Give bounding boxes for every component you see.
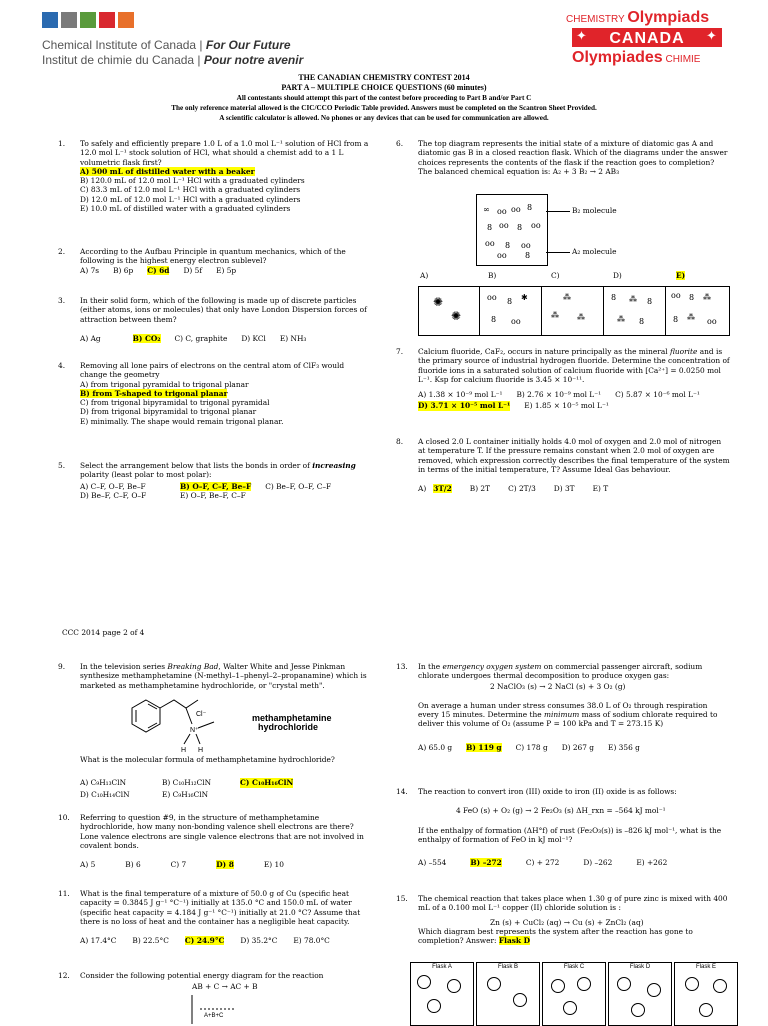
molecule-icon: oo [521, 241, 531, 250]
methamphetamine-structure [128, 694, 238, 756]
molecule-icon: 8 [611, 293, 617, 302]
stem-part-a: Select the arrangement below that lists the bonds in order of [80, 461, 313, 470]
molecule-icon: ✱ [521, 293, 528, 302]
option-b: B) 6 [125, 860, 141, 869]
page-indicator: CCC 2014 page 2 of 4 [62, 628, 145, 637]
reaction-equation: Zn (s) + CuCl₂ (aq) → Cu (s) + ZnCl₂ (aq) [490, 917, 644, 927]
question-number: 4. [58, 361, 66, 370]
question-number: 1. [58, 139, 66, 148]
option-c: C) C, graphite [174, 333, 228, 343]
option-b: B) 6p [113, 265, 134, 275]
option-c: C) 2T/3 [508, 484, 536, 493]
molecule-icon: 8 [517, 223, 523, 232]
reaction-equation: 2 NaClO₃ (s) → 2 NaCl (s) + 3 O₂ (g) [490, 681, 626, 691]
ion-circle [417, 975, 431, 989]
answer-flask-e [667, 287, 729, 335]
cic-name-en-a: Chemical Institute of Canada | [42, 38, 206, 52]
hydrogen-label: H [181, 747, 187, 754]
stem-part-b: on commercial passenger aircraft, sodium chlorate undergoes thermal decomposition to produce oxygen gas: [418, 662, 703, 681]
question-number: 9. [58, 662, 66, 671]
stem-part-a: In the [418, 662, 443, 671]
question-14 [396, 787, 730, 867]
q6-option-e-label: E) [676, 271, 686, 280]
option-c: C) 24.9°C [184, 936, 225, 945]
logo-chimie: CHIMIE [662, 54, 701, 65]
molecule-icon: 8 [527, 203, 533, 212]
question-number: 10. [58, 813, 70, 822]
option-e: E) NH₃ [279, 333, 307, 343]
question-number: 14. [396, 787, 408, 796]
option-row [418, 858, 730, 867]
logo-olympiades: Olympiades [572, 49, 663, 66]
reaction-equation: 4 FeO (s) + O₂ (g) → 2 Fe₂O₃ (s) ΔH_rxn = –564 kJ mol⁻¹ [456, 806, 666, 816]
question-3 [58, 296, 372, 343]
option-row-2 [80, 491, 372, 500]
cic-name-fr-a: Institut de chimie du Canada | [42, 53, 204, 67]
option-c: C) 7 [170, 860, 187, 869]
option-row [80, 334, 372, 343]
flask-d [608, 962, 672, 1026]
ion-circle [487, 977, 501, 991]
question-stem: The top diagram represents the initial state of a mixture of diatomic gas A and diatomic gas B in a closed reaction flask. Which of the diagrams under the answer choices represents the contents of the flask if the reaction goes to completion? The balanced chemical equation is: A₂ + 3 B₂ → 2 AB₃ [418, 139, 728, 176]
molecule-icon: oo [487, 293, 497, 302]
option-e: E) T [592, 484, 609, 493]
option-b: B) 22.5°C [132, 936, 169, 945]
flask-e-label: Flask E [695, 964, 716, 970]
option-a: A) 17.4°C [80, 936, 117, 945]
option-a: A) 7s [80, 265, 100, 275]
molecule-icon: oo [497, 207, 507, 216]
ion-circle [617, 977, 631, 991]
molecule-icon: ⁂ [617, 315, 625, 324]
flask-d-label: Flask D [629, 964, 651, 970]
question-number: 11. [58, 889, 70, 898]
option-b: B) 2.76 × 10⁻⁹ mol L⁻¹ [516, 390, 602, 399]
option-a: A) 500 mL of distilled water with a beaker [80, 166, 255, 176]
stem2-text: Which diagram best represents the system after the reaction has gone to completion? Answer: [418, 926, 693, 945]
structure-label-2: hydrochloride [258, 722, 319, 732]
question-stem: To safely and efficiently prepare 1.0 L of a 1.0 mol L⁻¹ solution of HCl from a 12.0 mol L⁻¹ stock solution of HCl, what should a chemist add to a 1 L volumetric flask first? [80, 139, 369, 167]
option-list [80, 167, 372, 213]
logo-canada: CANADA [609, 30, 685, 47]
flask-b [476, 962, 540, 1026]
stem-emphasis: increasing [312, 461, 356, 470]
olympiads-logo-bottom [572, 48, 700, 68]
nh-bond [184, 734, 190, 744]
question-9-ask [80, 755, 372, 799]
structure-label-1: methamphetamine [252, 713, 332, 723]
cluster-icon: ✺ [433, 295, 444, 309]
molecule-icon: 8 [491, 315, 497, 324]
question-stem: The reaction to convert iron (III) oxide to iron (II) oxide is as follows: [418, 787, 677, 796]
option-e: E) 10.0 mL of distilled water with a graduated cylinders [80, 203, 291, 213]
stem-part-b: and is the primary source of industrial hydrogen fluoride. Determine the concentration of fluoride ions in a saturated solution of calcium fluoride with [Ca²⁺] = 0.0250 mol L⁻¹. Ksp for calcium fluoride is 3.45 × 10⁻¹¹. [418, 347, 730, 384]
part-a-title: PART A – MULTIPLE CHOICE QUESTIONS (60 minutes) [281, 83, 487, 92]
option-d: D) Be–F, C–F, O–F [80, 490, 147, 500]
molecule-icon: oo [499, 221, 509, 230]
molecule-icon: ∞ [483, 205, 490, 214]
molecule-icon: oo [671, 291, 681, 300]
option-row-1 [418, 390, 730, 399]
molecule-icon: 8 [639, 317, 645, 326]
option-row [80, 936, 372, 945]
option-e: E) +262 [636, 858, 668, 867]
option-a: A) C₉H₁₃ClN [80, 778, 127, 788]
question-stem: A closed 2.0 L container initially holds 4.0 mol of oxygen and 2.0 mol of nitrogen at temperature T. If the pressure remains constant when 2.0 mol of oxygen are removed, which expression correctly describes the final temperature of the system in terms of the initial temperature, T? Assume Ideal Gas behaviour. [418, 437, 730, 474]
option-a: A) from trigonal pyramidal to trigonal planar [80, 379, 249, 389]
question-10 [58, 813, 372, 869]
question-number: 2. [58, 247, 66, 256]
instructions-line2: The only reference material allowed is the CIC/CCO Periodic Table provided. Answers must be completed on the Scantron Sheet Provided. [171, 104, 597, 112]
option-row [80, 266, 372, 275]
question-8 [396, 437, 730, 493]
ion-circle [447, 979, 461, 993]
question-stem: The chemical reaction that takes place when 1.30 g of pure zinc is mixed with 400 mL of a 0.100 mol L⁻¹ copper (II) chloride solution is : [418, 894, 728, 913]
option-b: B) from T-shaped to trigonal planar [80, 388, 228, 398]
option-d: D) C₁₀H₁₄ClN [80, 789, 130, 799]
question-5 [58, 461, 372, 500]
cic-logo-green-square [80, 12, 96, 28]
option-d: D) 267 g [561, 742, 595, 752]
ring-double-bond [148, 723, 157, 728]
nh-bond [196, 734, 200, 744]
stem-emphasis: Breaking Bad [167, 662, 219, 671]
nitrogen-label: N⁺ [190, 727, 199, 734]
question-11 [58, 889, 372, 945]
option-list [80, 380, 372, 426]
ion-circle [427, 999, 441, 1013]
option-row [418, 743, 730, 752]
question-number: 3. [58, 296, 66, 305]
cic-name-fr-b: Pour notre avenir [203, 53, 304, 67]
question-number: 5. [58, 461, 66, 470]
question-stem-2 [418, 701, 730, 729]
option-c: C) + 272 [525, 858, 560, 867]
option-row-2 [418, 401, 730, 410]
question-number: 15. [396, 894, 408, 903]
ion-circle [577, 977, 591, 991]
instructions-line3: A scientific calculator is allowed. No phones or any devices that can be used for communication are allowed. [219, 114, 549, 122]
initial-mixture-flask [476, 194, 548, 266]
cic-logo-gray-square [61, 12, 77, 28]
question-15 [396, 894, 730, 945]
option-a: A) 5 [80, 860, 96, 869]
answer-flask-d [605, 287, 666, 335]
question-stem [418, 347, 730, 384]
option-a: A) 3T/2 [418, 484, 452, 493]
option-a: A) Ag [80, 333, 101, 343]
molecule-icon: 8 [487, 223, 493, 232]
question-stem: According to the Aufbau Principle in quantum mechanics, which of the following is the highest energy electron sublevel? [80, 247, 346, 266]
question-stem [80, 461, 372, 480]
question-7 [396, 347, 730, 411]
ion-circle [563, 1001, 577, 1015]
question-number: 6. [396, 139, 404, 148]
molecule-icon: oo [707, 317, 717, 326]
flask-a [410, 962, 474, 1026]
question-stem: Consider the following potential energy diagram for the reaction [80, 971, 324, 980]
flask-a-label: Flask A [432, 964, 452, 970]
option-d: D) 35.2°C [240, 936, 278, 945]
molecule-icon: oo [497, 251, 507, 260]
question-9 [58, 662, 372, 690]
answer-flask-a [419, 287, 480, 335]
option-b: B) CO₂ [132, 333, 161, 343]
option-d: D) KCl [241, 333, 266, 343]
option-d: D) –262 [583, 858, 613, 867]
option-b: B) 120.0 mL of 12.0 mol L⁻¹ HCl with a graduated cylinders [80, 176, 305, 185]
stem2-emphasis: minimum [543, 710, 580, 719]
logo-chemistry: CHEMISTRY [566, 14, 628, 25]
option-b: B) –272 [470, 858, 502, 867]
maple-leaf-icon: ✦ [576, 28, 587, 43]
question-stem [418, 662, 730, 681]
molecule-icon: oo [485, 239, 495, 248]
ion-circle [513, 993, 527, 1007]
question-number: 13. [396, 662, 408, 671]
stem-part-b: polarity (least polar to most polar): [80, 470, 212, 480]
cic-name-french [42, 53, 303, 68]
option-a-answer: 3T/2 [433, 484, 452, 493]
molecule-icon: ⁂ [629, 295, 637, 304]
question-4 [58, 361, 372, 426]
cic-name-en-b: For Our Future [205, 38, 291, 52]
cic-logo-red-square [99, 12, 115, 28]
option-d: D) 12.0 mL of 12.0 mol L⁻¹ HCl with a graduated cylinders [80, 194, 301, 204]
option-c: C) 6d [147, 265, 170, 275]
chloride-label: Cl⁻ [196, 711, 207, 718]
option-c: C) Be–F, O–F, C–F [265, 481, 332, 491]
ion-circle [699, 1003, 713, 1017]
stem-emphasis: fluorite [669, 347, 698, 356]
molecule-icon: 8 [507, 297, 513, 306]
option-d: D) 3.71 × 10⁻⁵ mol L⁻¹ [418, 401, 511, 411]
question-stem-2 [418, 927, 730, 946]
option-e: E) 356 g [608, 742, 640, 752]
option-a: A) 65.0 g [418, 742, 453, 752]
cic-logo-squares [42, 12, 142, 30]
molecule-icon: oo [511, 317, 521, 326]
option-d: D) from trigonal bipyramidal to trigonal planar [80, 407, 257, 417]
molecule-icon: ⁂ [563, 293, 571, 302]
option-b: B) 119 g [466, 742, 502, 752]
n-bond [186, 708, 192, 724]
option-a: A) –554 [418, 858, 447, 867]
question-number: 12. [58, 971, 70, 980]
ion-circle [631, 1003, 645, 1017]
question-2 [58, 247, 372, 275]
question-1 [58, 139, 372, 213]
question-stem-2: If the enthalpy of formation (ΔH°f) of rust (Fe₂O₃(s)) is –826 kJ mol⁻¹, what is the enthalpy of formation of FeO in kJ mol⁻¹? [418, 825, 722, 844]
question-stem: Removing all lone pairs of electrons on the central atom of ClF₃ would change the geometry [80, 361, 345, 380]
question-13 [396, 662, 730, 752]
q6-option-d-label: D) [613, 271, 622, 280]
reaction-equation: AB + C → AC + B [192, 982, 258, 992]
molecule-icon: 8 [673, 315, 679, 324]
cluster-icon: ✺ [451, 309, 462, 323]
option-e: E) 78.0°C [293, 936, 330, 945]
stem2-part-b: mass of sodium chlorate required to deliver this volume of O₂ (assume P = 100 kPa and T = 273.15 K) [418, 710, 718, 729]
cic-name-english [42, 38, 291, 53]
stem-part-a: Calcium fluoride, CaF₂, occurs in nature principally as the mineral [418, 347, 670, 356]
molecule-icon: oo [531, 221, 541, 230]
molecule-icon: oo [511, 205, 521, 214]
molecule-icon: 8 [525, 251, 531, 260]
question-9-question: What is the molecular formula of methamphetamine hydrochloride? [80, 755, 335, 764]
olympiads-logo-top [566, 8, 709, 28]
molecule-icon: 8 [689, 293, 695, 302]
option-row-2 [80, 790, 372, 799]
ion-circle [713, 979, 727, 993]
option-c: C) 83.3 mL of 12.0 mol L⁻¹ HCl with a graduated cylinders [80, 185, 301, 195]
flask-b-label: Flask B [497, 964, 518, 970]
ion-circle [685, 977, 699, 991]
option-c: C) C₁₀H₁₆ClN [240, 778, 294, 788]
side-chain [160, 700, 198, 708]
option-d: D) 3T [553, 484, 575, 493]
option-d: D) 5f [183, 265, 203, 275]
olympiads-logo [566, 8, 736, 68]
molecule-icon: ⁂ [687, 313, 695, 322]
contest-title: THE CANADIAN CHEMISTRY CONTEST 2014 [298, 73, 470, 82]
question-stem [80, 662, 372, 690]
option-b: B) 2T [469, 484, 491, 493]
flask-row [410, 962, 740, 1024]
question-number: 7. [396, 347, 404, 356]
a2-molecule-label: A₂ molecule [572, 247, 617, 256]
molecule-icon: 8 [505, 241, 511, 250]
option-e: E) 1.85 × 10⁻⁵ mol L⁻¹ [524, 401, 609, 411]
answer-flask-c [543, 287, 604, 335]
diagram-label: A+B+C [204, 1013, 224, 1019]
molecule-icon: ⁂ [551, 311, 559, 320]
a2-pointer-line [546, 252, 570, 253]
flask-e [674, 962, 738, 1026]
molecule-icon: ⁂ [577, 313, 585, 322]
maple-leaf-icon-right: ✦ [706, 28, 717, 43]
methyl-bond [198, 722, 214, 728]
answer-highlight: Flask D [498, 936, 530, 945]
logo-olympiads: Olympiads [627, 9, 710, 26]
q6-option-a-label: A) [420, 271, 429, 280]
option-b: B) C₁₀H₁₂ClN [162, 778, 212, 788]
option-c: C) 178 g [515, 742, 548, 752]
answer-flask-row [418, 286, 730, 336]
stem-emphasis: emergency oxygen system [442, 662, 542, 671]
option-e: E) minimally. The shape would remain trigonal planar. [80, 416, 284, 426]
question-6 [396, 139, 730, 176]
stem-part-a: In the television series [80, 662, 168, 671]
instructions-line1: All contestants should attempt this part of the contest before proceeding to Part B and/or Part C [236, 94, 532, 102]
potential-energy-diagram [170, 995, 260, 1024]
question-stem: Referring to question #9, in the structure of methamphetamine hydrochloride, how many non-bonding valence shell electrons are there? Lone valence electrons are single valence electrons that are not involved in covalent bonds. [80, 813, 364, 850]
cic-logo-orange-square [118, 12, 134, 28]
stem-part-b: , Walter White and Jesse Pinkman synthesize methamphetamine (N-methyl–1–phenyl–2–propanamine) which is marketed as methamphetamine hydrochloride, or "crystal meth". [80, 662, 367, 690]
q6-option-b-label: B) [488, 271, 497, 280]
option-row [80, 860, 372, 869]
question-stem: What is the final temperature of a mixture of 50.0 g of Cu (specific heat capacity = 0.3845 J g⁻¹ °C⁻¹) initially at 135.0 °C and 150.0 mL of water (specific heat capacity = 4.184 J g⁻¹ °C⁻¹) initially at 21.0 °C? Assume that there is no loss of heat and the container has a negligible heat capacity. [80, 889, 361, 926]
option-d: D) 8 [216, 860, 234, 869]
ring-double-bond [148, 704, 157, 709]
option-row [418, 484, 730, 493]
answer-flask-b [481, 287, 542, 335]
flask-c [542, 962, 606, 1026]
q6-option-c-label: C) [551, 271, 560, 280]
ion-circle [647, 983, 661, 997]
hydrogen-label: H [198, 747, 204, 754]
flask-c-label: Flask C [563, 964, 585, 970]
question-number: 8. [396, 437, 404, 446]
b2-pointer-line [546, 211, 570, 212]
stem2-part-a: On average a human under stress consumes 38.0 L of O₂ through respiration every 15 minutes. Determine the [418, 700, 708, 719]
b2-molecule-label: B₂ molecule [572, 206, 617, 215]
option-e: E) O–F, Be–F, C–F [180, 490, 246, 500]
molecule-icon: 8 [647, 297, 653, 306]
molecule-icon: ⁂ [703, 293, 711, 302]
option-c: C) from trigonal bipyramidal to trigonal pyramidal [80, 398, 270, 407]
ion-circle [551, 979, 565, 993]
option-a: A) C–F, O–F, Be–F [80, 481, 146, 491]
option-b: B) O–F, C–F, Be–F [180, 481, 252, 491]
option-row-1 [80, 778, 372, 787]
option-e: E) 10 [263, 860, 284, 869]
question-stem: In their solid form, which of the following is made up of discrete particles (either atoms, ions or molecules) that only have London Dispersion forces of attraction between them? [80, 296, 367, 324]
option-c: C) 5.87 × 10⁻⁶ mol L⁻¹ [615, 390, 700, 399]
option-row-1 [80, 482, 372, 491]
option-e: E) C₉H₁₆ClN [162, 789, 209, 799]
option-a: A) 1.38 × 10⁻⁹ mol L⁻¹ [418, 390, 503, 399]
cic-logo-blue-square [42, 12, 58, 28]
question-12 [58, 971, 372, 992]
option-e: E) 5p [216, 265, 237, 275]
